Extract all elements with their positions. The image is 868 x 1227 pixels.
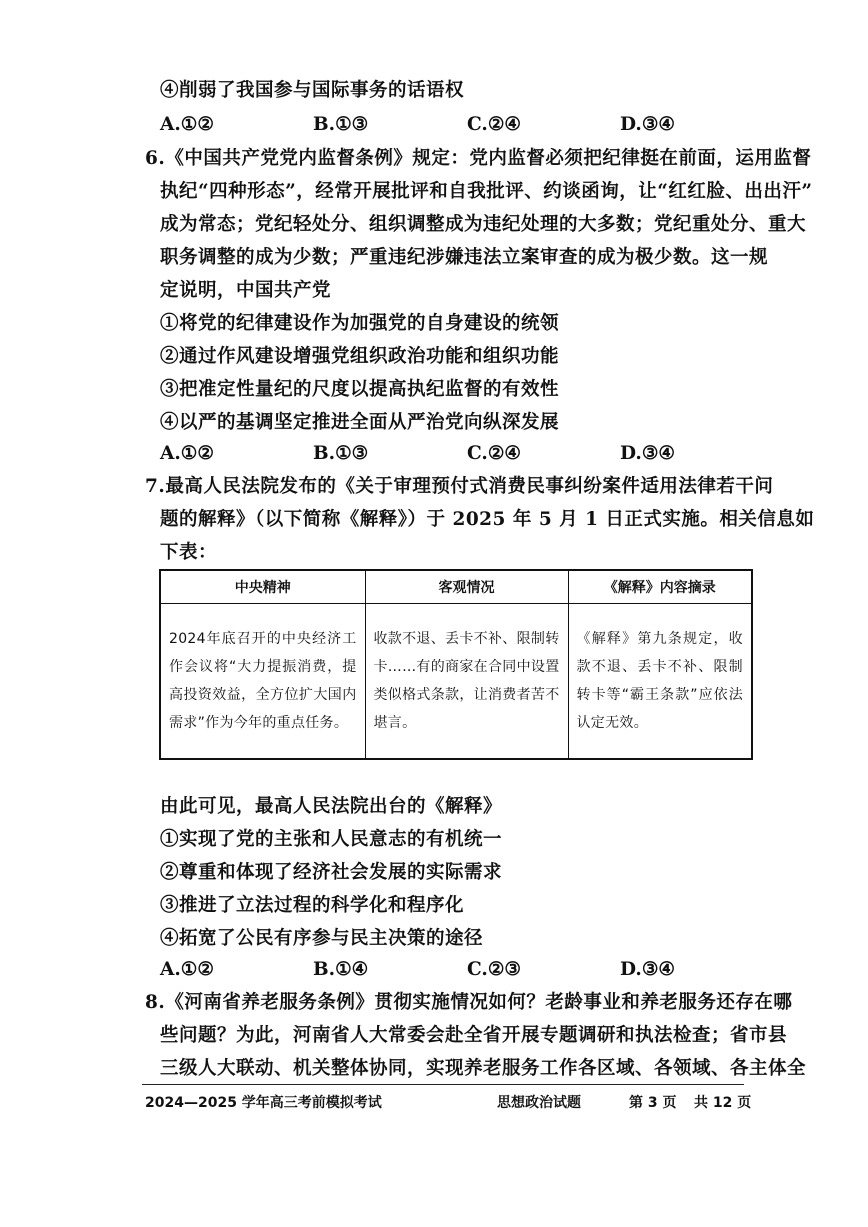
q6-option-a: A.①② [160, 443, 214, 464]
q7-option-c: C.②③ [467, 959, 522, 980]
table-cell-interpretation-excerpt: 《解释》第九条规定，收款不退、丢卡不补、限制转卡等“霸王条款”应依法认定无效。 [568, 604, 752, 760]
q7-stem-line-3: 下表： [160, 542, 218, 563]
q7-item-2: ②尊重和体现了经济社会发展的实际需求 [160, 862, 503, 883]
q8-stem-line-2: 些问题？为此，河南省人大常委会赴全省开展专题调研和执法检查；省市县 [160, 1025, 788, 1046]
q7-item-3: ③推进了立法过程的科学化和程序化 [160, 895, 465, 916]
q6-stem-line-3: 成为常态；党纪轻处分、组织调整成为违纪处理的大多数；党纪重处分、重大 [160, 214, 807, 235]
q5-option-a: A.①② [160, 114, 214, 135]
table-header-objective-situation: 客观情况 [365, 570, 568, 604]
footer-page-number: 第 3 页 [629, 1095, 677, 1111]
footer-divider [142, 1084, 744, 1085]
footer-exam-title: 2024—2025 学年高三考前模拟考试 [145, 1095, 382, 1111]
table-header-central-spirit: 中央精神 [160, 570, 365, 604]
q6-item-2: ②通过作风建设增强党组织政治功能和组织功能 [160, 346, 560, 367]
q5-option-c: C.②④ [467, 114, 522, 135]
q6-stem-line-5: 定说明，中国共产党 [160, 280, 332, 301]
q7-stem-end: 由此可见，最高人民法院出台的《解释》 [160, 796, 503, 817]
q7-info-table [159, 569, 753, 760]
q6-stem-line-1: 6.《中国共产党党内监督条例》规定：党内监督必须把纪律挺在前面，运用监督 [145, 148, 812, 169]
q7-item-4: ④拓宽了公民有序参与民主决策的途径 [160, 928, 484, 949]
table-header-row [160, 570, 752, 604]
q7-stem-line-1: 7.最高人民法院发布的《关于审理预付式消费民事纠纷案件适用法律若干问 [145, 476, 774, 497]
q8-stem-line-1: 8.《河南省养老服务条例》贯彻实施情况如何？老龄事业和养老服务还存在哪 [145, 992, 793, 1013]
q7-option-d: D.③④ [620, 959, 675, 980]
q6-item-3: ③把准定性量纪的尺度以提高执纪监督的有效性 [160, 379, 560, 400]
q6-item-1: ①将党的纪律建设作为加强党的自身建设的统领 [160, 313, 560, 334]
footer-total-pages: 共 12 页 [694, 1095, 752, 1111]
q6-item-4: ④以严的基调坚定推进全面从严治党向纵深发展 [160, 412, 560, 433]
q5-item-4: ④削弱了我国参与国际事务的话语权 [160, 80, 465, 101]
q6-stem-line-4: 职务调整的成为少数；严重违纪涉嫌违法立案审查的成为极少数。这一规 [160, 247, 769, 268]
table-header-interpretation-excerpt: 《解释》内容摘录 [568, 570, 752, 604]
table-cell-objective-situation: 收款不退、丢卡不补、限制转卡……有的商家在合同中设置类似格式条款，让消费者苦不堪言。 [365, 604, 568, 760]
footer-subject: 思想政治试题 [497, 1095, 581, 1111]
q7-stem-line-2: 题的解释》（以下简称《解释》）于 2025 年 5 月 1 日正式实施。相关信息如 [160, 509, 815, 530]
q5-option-d: D.③④ [620, 114, 675, 135]
q6-option-b: B.①③ [313, 443, 369, 464]
table-cell-central-spirit: 2024年底召开的中央经济工作会议将“大力提振消费，提高投资效益，全方位扩大国内需求”作为今年的重点任务。 [160, 604, 365, 760]
q6-option-c: C.②④ [467, 443, 522, 464]
q7-item-1: ①实现了党的主张和人民意志的有机统一 [160, 829, 503, 850]
q7-option-a: A.①② [160, 959, 214, 980]
q8-stem-line-3: 三级人大联动、机关整体协同，实现养老服务工作各区域、各领域、各主体全 [160, 1058, 807, 1079]
q5-option-b: B.①③ [313, 114, 369, 135]
q6-option-d: D.③④ [620, 443, 675, 464]
q7-option-b: B.①④ [313, 959, 369, 980]
q6-stem-line-2: 执纪“四种形态”，经常开展批评和自我批评、约谈函询，让“红红脸、出出汗” [160, 181, 813, 202]
table-row [160, 604, 752, 760]
